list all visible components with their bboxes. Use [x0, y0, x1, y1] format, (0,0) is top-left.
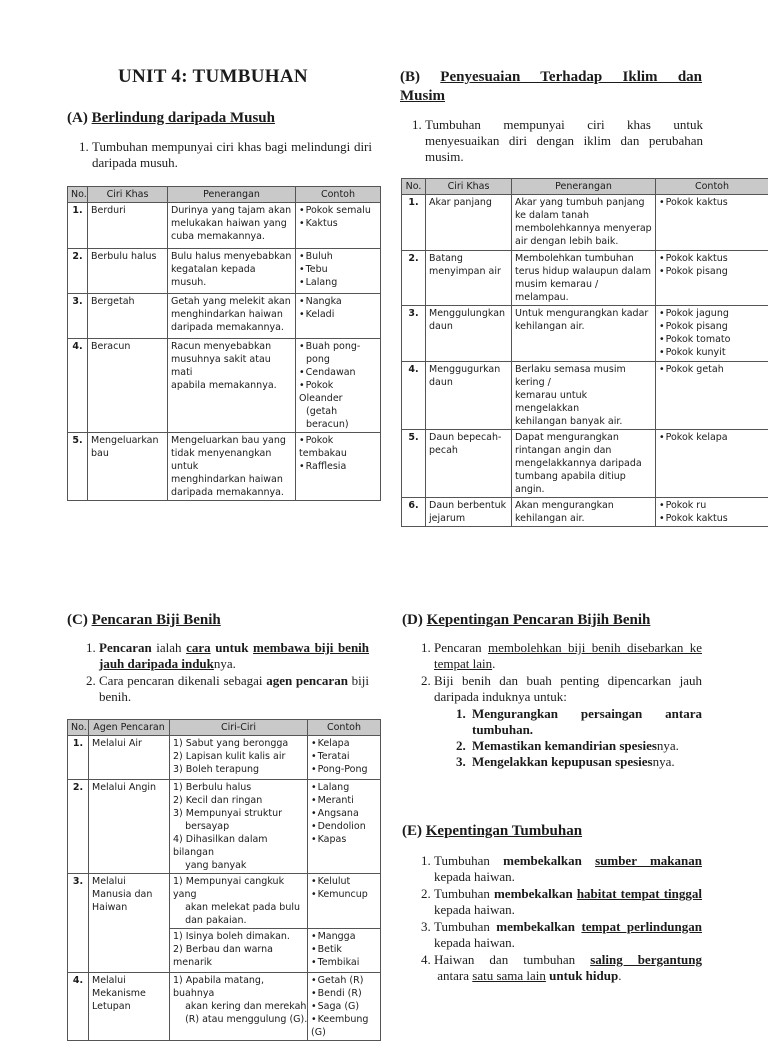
example-item: • Pokok kaktus	[659, 512, 765, 525]
example-item: • Kapas	[311, 833, 377, 846]
example-item: • Pokok kunyit	[659, 346, 765, 359]
desc-line: daripada memakannya.	[171, 486, 292, 499]
row-description	[512, 251, 656, 306]
row-feature: Bergetah	[88, 294, 168, 339]
trait-line: 1) Berbulu halus	[173, 781, 304, 794]
desc-line: menghindarkan haiwan	[171, 473, 292, 486]
text-plain: kepada haiwan.	[434, 935, 515, 950]
desc-line: Mengeluarkan bau yang	[171, 434, 292, 447]
row-no: 5.	[68, 433, 88, 501]
desc-line: terus hidup walaupun dalam	[515, 265, 652, 278]
section-c-intro	[77, 640, 369, 706]
example-item: • Pokok tomato	[659, 333, 765, 346]
row-no: 2.	[402, 251, 426, 306]
row-description	[168, 294, 296, 339]
section-e-title: Kepentingan Tumbuhan	[426, 823, 582, 839]
row-feature: Daun bepecah-pecah	[426, 430, 512, 498]
desc-line: tumbang apabila ditiup angin.	[515, 470, 652, 496]
table-header-row	[68, 720, 381, 736]
text-plain: nya.	[214, 656, 236, 671]
subpoint-number: 2.	[456, 738, 472, 754]
row-description	[512, 430, 656, 498]
example-item: • Pokok getah	[659, 363, 765, 376]
section-e-body	[412, 853, 702, 985]
section-c-heading	[67, 611, 221, 629]
header-feature: Ciri Khas	[426, 179, 512, 195]
table-row	[68, 339, 381, 433]
desc-line: kehilangan banyak air.	[515, 415, 652, 428]
text-underlined: membolehkan biji benih disebarkan ke tempat lain	[434, 640, 702, 671]
table-row	[68, 294, 381, 339]
text-plain: .	[618, 968, 621, 983]
table-header-row	[402, 179, 768, 195]
text-plain: kepada haiwan.	[434, 869, 515, 884]
row-description	[168, 203, 296, 249]
section-d-title: Kepentingan Pencaran Bijih Benih	[427, 612, 651, 628]
section-e-point	[434, 919, 702, 951]
text-pencaran: Pencaran	[99, 640, 152, 655]
header-agent: Agen Pencaran	[89, 720, 170, 736]
trait-line: 4) Dihasilkan dalam bilangan	[173, 833, 304, 859]
example-item: • Kaktus	[299, 217, 377, 230]
text-plain: Tumbuhan	[434, 853, 503, 868]
subpoint	[456, 754, 702, 770]
subpoint-suffix: nya.	[657, 738, 679, 753]
desc-line: melukakan haiwan yang	[171, 217, 292, 230]
row-examples	[308, 874, 381, 929]
desc-line: menghindarkan haiwan	[171, 308, 292, 321]
section-b-heading	[400, 68, 702, 86]
table-row	[68, 433, 381, 501]
row-no: 1.	[68, 736, 89, 780]
text-plain: Biji benih dan buah penting dipencarkan jauh daripada induknya untuk:	[434, 673, 702, 704]
row-agent: Melalui Angin	[89, 780, 170, 874]
section-b-heading-line2	[400, 87, 445, 105]
table-row	[402, 362, 768, 430]
text-bold: membekalkan	[503, 853, 582, 868]
subpoint	[456, 706, 702, 738]
row-description	[168, 433, 296, 501]
trait-line: bersayap	[173, 820, 304, 833]
section-e-label: (E)	[402, 823, 422, 839]
row-description	[512, 498, 656, 527]
desc-line: cuba memakannya.	[171, 230, 292, 243]
section-a-intro-text: 1. Tumbuhan mempunyai ciri khas bagi melindungi diri daripada musuh.	[92, 139, 372, 171]
example-item: • Mangga	[311, 930, 377, 943]
subpoint-suffix: nya.	[653, 754, 675, 769]
row-examples	[296, 203, 381, 249]
section-e-point	[434, 886, 702, 918]
row-feature: Berduri	[88, 203, 168, 249]
header-example: Contoh	[656, 179, 768, 195]
desc-line: Dapat mengurangkan	[515, 431, 652, 444]
table-row	[402, 251, 768, 306]
desc-line: tidak menyenangkan untuk	[171, 447, 292, 473]
row-examples	[656, 195, 768, 251]
trait-line: akan kering dan merekah	[173, 1000, 304, 1013]
section-b-intro	[403, 117, 703, 166]
example-item: • Cendawan	[299, 366, 377, 379]
row-feature: Menggugurkan daun	[426, 362, 512, 430]
row-feature: Daun berbentuk jejarum	[426, 498, 512, 527]
row-feature: Akar panjang	[426, 195, 512, 251]
section-a-label: (A)	[67, 110, 88, 126]
text-bold-underlined: saling bergantung	[590, 952, 702, 967]
row-examples	[296, 433, 381, 501]
desc-line: Durinya yang tajam akan	[171, 204, 292, 217]
desc-line: membolehkannya menyerap	[515, 222, 652, 235]
example-item: • Meranti	[311, 794, 377, 807]
row-no: 1.	[402, 195, 426, 251]
desc-line: musuhnya sakit atau mati	[171, 353, 292, 379]
table-row	[402, 195, 768, 251]
row-examples	[296, 339, 381, 433]
row-no: 3.	[402, 306, 426, 362]
row-no: 3.	[68, 294, 88, 339]
trait-line: yang banyak	[173, 859, 304, 872]
row-traits	[170, 973, 308, 1041]
table-row	[68, 203, 381, 249]
row-description	[168, 339, 296, 433]
example-item: • Angsana	[311, 807, 377, 820]
text-plain: kepada haiwan.	[434, 902, 515, 917]
row-description	[512, 362, 656, 430]
desc-line: Berlaku semasa musim kering /	[515, 363, 652, 389]
row-feature: Beracun	[88, 339, 168, 433]
section-a-heading	[67, 109, 275, 127]
section-e-point	[434, 853, 702, 885]
desc-line: apabila memakannya.	[171, 379, 292, 392]
text-bold-underlined: habitat tempat tinggal	[577, 886, 702, 901]
section-d-subpoints	[412, 706, 702, 770]
subpoint-text: Mengelakkan kepupusan spesies	[472, 754, 653, 769]
example-item: • Pokok pisang	[659, 265, 765, 278]
subpoint-text: Memastikan kemandirian spesies	[472, 738, 657, 753]
row-examples	[308, 780, 381, 874]
example-item: • Lalang	[311, 781, 377, 794]
trait-line: 1) Apabila matang, buahnya	[173, 974, 304, 1000]
desc-line: Getah yang melekit akan	[171, 295, 292, 308]
example-item: • Rafflesia	[299, 460, 377, 473]
table-row	[402, 498, 768, 527]
row-no: 2.	[68, 249, 88, 294]
table-row	[68, 973, 381, 1041]
desc-line: Akan mengurangkan	[515, 499, 652, 512]
desc-line: Akar yang tumbuh panjang	[515, 196, 652, 209]
row-feature: Berbulu halus	[88, 249, 168, 294]
page-title: UNIT 4: TUMBUHAN	[118, 66, 308, 88]
text-bold-underlined: sumber makanan	[595, 853, 702, 868]
header-no: No.	[402, 179, 426, 195]
desc-line: kehilangan air.	[515, 320, 652, 333]
header-traits: Ciri-Ciri	[170, 720, 308, 736]
row-no: 4.	[402, 362, 426, 430]
example-item: • Teratai	[311, 750, 377, 763]
desc-line: mengelakkannya daripada	[515, 457, 652, 470]
table-row	[402, 430, 768, 498]
example-item: • Pokok ru	[659, 499, 765, 512]
text-plain: Haiwan dan tumbuhan	[434, 952, 590, 967]
row-examples	[656, 430, 768, 498]
subpoint-number: 3.	[456, 754, 472, 770]
example-item: • Keladi	[299, 308, 377, 321]
row-agent: Melalui Air	[89, 736, 170, 780]
section-c-table	[67, 719, 381, 1041]
row-agent: Melalui Manusia dan Haiwan	[89, 874, 170, 973]
row-feature: Mengeluarkan bau	[88, 433, 168, 501]
row-feature: Batang menyimpan air	[426, 251, 512, 306]
example-item: • Pokok jagung	[659, 307, 765, 320]
table-row	[68, 249, 381, 294]
trait-line: 2) Berbau dan warna menarik	[173, 943, 304, 969]
trait-line: 2) Lapisan kulit kalis air	[173, 750, 304, 763]
desc-line: Bulu halus menyebabkan	[171, 250, 292, 263]
example-item: • Getah (R)	[311, 974, 377, 987]
example-item: • Pokok kaktus	[659, 252, 765, 265]
row-description	[168, 249, 296, 294]
section-c-point-1	[99, 640, 369, 672]
trait-line: 1) Isinya boleh dimakan.	[173, 930, 304, 943]
text-bold: untuk hidup	[549, 968, 618, 983]
section-a-intro	[70, 139, 372, 172]
desc-line: kehilangan air.	[515, 512, 652, 525]
text-underlined: satu sama lain	[472, 968, 546, 983]
example-item: • Tebu	[299, 263, 377, 276]
text-cara: cara	[186, 640, 211, 655]
row-examples	[656, 306, 768, 362]
row-examples	[308, 736, 381, 780]
example-item: • Keembung (G)	[311, 1013, 377, 1039]
section-d-label: (D)	[402, 612, 423, 628]
example-item: • Kelulut	[311, 875, 377, 888]
section-b-label: (B)	[400, 69, 420, 85]
desc-line: kemarau untuk mengelakkan	[515, 389, 652, 415]
row-no: 4.	[68, 339, 88, 433]
text-bold: membekalkan	[494, 886, 573, 901]
table-row	[68, 874, 381, 929]
trait-line: akan melekat pada bulu	[173, 901, 304, 914]
example-item: • Lalang	[299, 276, 377, 289]
example-item: • Kemuncup	[311, 888, 377, 901]
section-d-point-2	[434, 673, 702, 705]
trait-line: 3) Boleh terapung	[173, 763, 304, 776]
section-b-title-line2: Musim	[400, 88, 445, 104]
row-examples	[296, 249, 381, 294]
example-item-cont: (getah beracun)	[299, 405, 377, 431]
text-bold: membekalkan	[496, 919, 575, 934]
section-e-heading	[402, 822, 582, 840]
text-membawa: membawa biji benih jauh daripada induk	[99, 640, 369, 671]
header-feature: Ciri Khas	[88, 187, 168, 203]
example-item: • Pokok kelapa	[659, 431, 765, 444]
row-examples	[656, 251, 768, 306]
trait-line: 2) Kecil dan ringan	[173, 794, 304, 807]
desc-line: Racun menyebabkan	[171, 340, 292, 353]
row-examples	[656, 498, 768, 527]
row-examples	[308, 929, 381, 973]
subpoint	[456, 738, 702, 754]
table-row	[68, 780, 381, 874]
section-e-point	[434, 952, 702, 984]
section-a-title: Berlindung daripada Musuh	[92, 110, 275, 126]
row-description	[512, 306, 656, 362]
trait-line: (R) atau menggulung (G).	[173, 1013, 304, 1026]
row-no: 6.	[402, 498, 426, 527]
text-plain: ialah	[152, 640, 186, 655]
row-examples	[656, 362, 768, 430]
text-plain: biji benih.	[99, 673, 369, 704]
row-traits	[170, 929, 308, 973]
example-item: • Pokok pisang	[659, 320, 765, 333]
header-no: No.	[68, 720, 89, 736]
section-c-title: Pencaran Biji Benih	[92, 612, 221, 628]
table-header-row	[68, 187, 381, 203]
row-description	[512, 195, 656, 251]
header-example: Contoh	[308, 720, 381, 736]
example-item: • Pokok kaktus	[659, 196, 765, 209]
example-item: • Dendolion	[311, 820, 377, 833]
example-item: • Pokok semalu	[299, 204, 377, 217]
example-item: • Pokok Oleander	[299, 379, 377, 405]
section-c-label: (C)	[67, 612, 88, 628]
trait-line: 1) Sabut yang berongga	[173, 737, 304, 750]
row-no: 5.	[402, 430, 426, 498]
header-description: Penerangan	[168, 187, 296, 203]
text-plain: .	[492, 656, 495, 671]
row-traits	[170, 780, 308, 874]
row-examples	[296, 294, 381, 339]
example-item-cont: pong	[299, 353, 377, 366]
text-plain: antara	[434, 968, 472, 983]
section-d-point-1	[434, 640, 702, 672]
example-item: • Saga (G)	[311, 1000, 377, 1013]
subpoint-text: Mengurangkan persaingan antara tumbuhan.	[472, 706, 702, 738]
example-item: • Kelapa	[311, 737, 377, 750]
desc-line: musim kemarau / melampau.	[515, 278, 652, 304]
trait-line: 1) Mempunyai cangkuk yang	[173, 875, 304, 901]
desc-line: kegatalan kepada musuh.	[171, 263, 292, 289]
section-b-title-line1: Penyesuaian Terhadap Iklim dan	[440, 69, 702, 85]
example-item: • Buah pong-	[299, 340, 377, 353]
text-plain: Pencaran	[434, 640, 488, 655]
section-b-intro-text: 1. Tumbuhan mempunyai ciri khas untuk menyesuaikan diri dengan iklim dan perubahan musim.	[425, 117, 703, 165]
row-traits	[170, 874, 308, 929]
row-agent: Melalui Mekanisme Letupan	[89, 973, 170, 1041]
section-d-body	[412, 640, 702, 770]
section-b-table	[401, 178, 768, 527]
row-no: 4.	[68, 973, 89, 1041]
desc-line: Untuk mengurangkan kadar	[515, 307, 652, 320]
text-plain: Tumbuhan	[434, 886, 494, 901]
table-row	[402, 306, 768, 362]
row-no: 3.	[68, 874, 89, 973]
section-a-table	[67, 186, 381, 501]
text-agen: agen pencaran	[266, 673, 348, 688]
row-traits	[170, 736, 308, 780]
example-item: • Pokok tembakau	[299, 434, 377, 460]
header-example: Contoh	[296, 187, 381, 203]
example-item: • Buluh	[299, 250, 377, 263]
header-no: No.	[68, 187, 88, 203]
text-bold-underlined: tempat perlindungan	[581, 919, 702, 934]
trait-line: 3) Mempunyai struktur	[173, 807, 304, 820]
example-item: • Nangka	[299, 295, 377, 308]
desc-line: daripada memakannya.	[171, 321, 292, 334]
desc-line: Membolehkan tumbuhan	[515, 252, 652, 265]
table-row	[68, 736, 381, 780]
example-item: • Bendi (R)	[311, 987, 377, 1000]
header-description: Penerangan	[512, 179, 656, 195]
text-plain: Cara pencaran dikenali sebagai	[99, 673, 266, 688]
text-untuk: untuk	[215, 640, 248, 655]
row-feature: Menggulungkan daun	[426, 306, 512, 362]
text-plain: Tumbuhan	[434, 919, 496, 934]
example-item: • Betik	[311, 943, 377, 956]
row-no: 1.	[68, 203, 88, 249]
section-c-point-2	[99, 673, 369, 705]
desc-line: air dengan lebih baik.	[515, 235, 652, 248]
example-item: • Pong-Pong	[311, 763, 377, 776]
row-no: 2.	[68, 780, 89, 874]
desc-line: ke dalam tanah	[515, 209, 652, 222]
row-examples	[308, 973, 381, 1041]
trait-line: dan pakaian.	[173, 914, 304, 927]
desc-line: rintangan angin dan	[515, 444, 652, 457]
subpoint-number: 1.	[456, 706, 472, 738]
section-d-heading	[402, 611, 650, 629]
example-item: • Tembikai	[311, 956, 377, 969]
